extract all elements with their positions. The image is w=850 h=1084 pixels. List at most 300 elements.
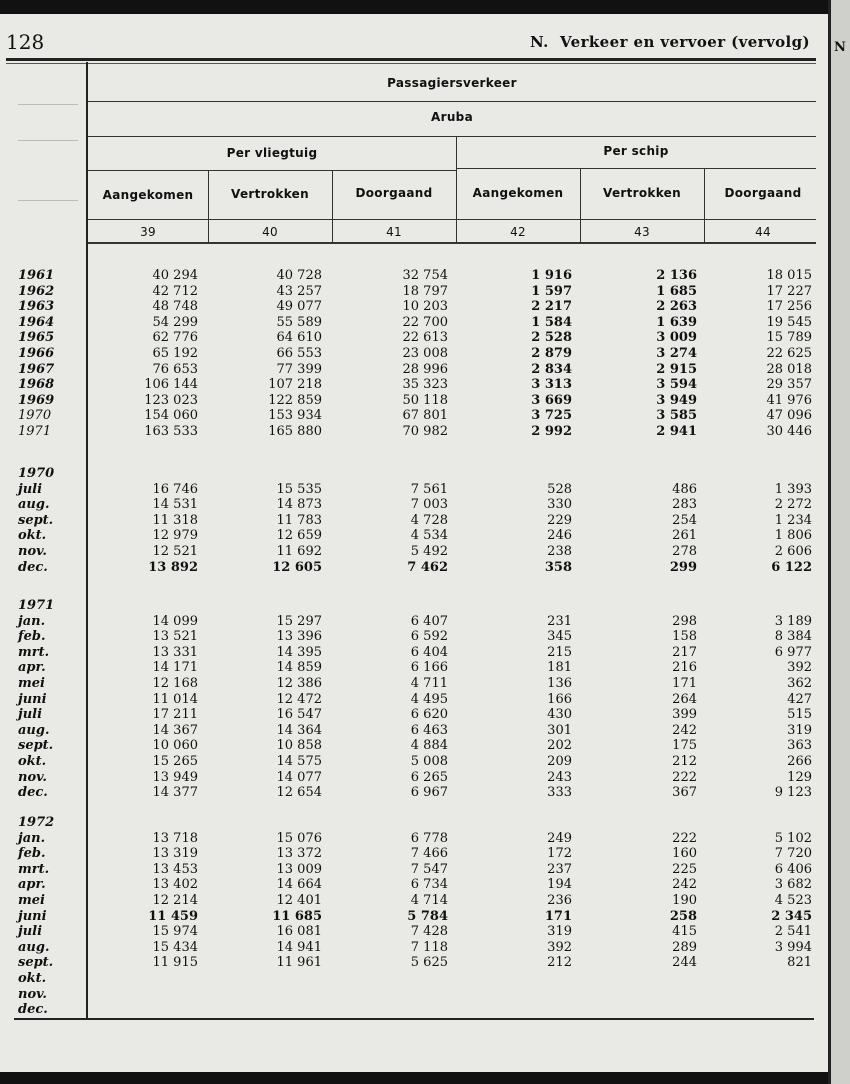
table-cell: 29 357 (766, 377, 812, 393)
table-cell: 12 979 (152, 528, 198, 544)
row-label: mei (18, 676, 45, 691)
table-cell: 1 393 (774, 481, 812, 497)
table-cell: 19 545 (766, 314, 812, 330)
table-cell: 165 880 (268, 424, 322, 439)
table-cell: 172 (547, 846, 572, 862)
table-cell: 258 (669, 908, 697, 924)
row-label: dec. (18, 1002, 48, 1018)
table-cell: 11 459 (148, 908, 198, 924)
row-label: aug. (18, 939, 50, 955)
table-cell: 14 364 (276, 722, 322, 738)
column-header: Vertrokken (603, 186, 681, 200)
table-cell: 14 367 (152, 722, 198, 738)
table-cell: 7 561 (410, 481, 448, 497)
table-cell: 12 214 (152, 893, 198, 908)
table-cell: 3 682 (774, 877, 812, 893)
table-cell: 15 535 (276, 481, 322, 497)
table-cell: 3 009 (656, 330, 697, 346)
table-cell: 2 541 (774, 924, 812, 940)
table-cell: 158 (672, 629, 697, 645)
table-cell: 16 081 (276, 924, 322, 940)
table-cell: 266 (787, 754, 812, 769)
table-cell: 12 654 (276, 785, 322, 801)
table-cell: 225 (672, 861, 697, 877)
table-cell: 171 (544, 908, 572, 924)
table-cell: 212 (547, 955, 572, 971)
table-cell: 49 077 (276, 299, 322, 315)
table-cell: 13 521 (152, 629, 198, 645)
row-label: sept. (18, 512, 54, 528)
table-cell: 2 834 (531, 361, 572, 377)
row-label: okt. (18, 754, 47, 769)
running-head (530, 33, 810, 51)
table-cell: 6 977 (774, 644, 812, 660)
table-cell: 236 (547, 893, 572, 908)
table-cell: 3 949 (656, 392, 697, 408)
table-cell: 13 892 (148, 559, 198, 575)
table-cell: 231 (547, 613, 572, 629)
table-cell: 166 (547, 691, 572, 707)
table-cell: 41 976 (766, 392, 812, 408)
table-cell: 2 992 (531, 424, 572, 439)
table-cell: 330 (547, 497, 572, 513)
row-label: 1963 (18, 299, 55, 315)
table-cell: 23 008 (402, 346, 448, 361)
table-cell: 154 060 (144, 408, 198, 424)
row-label: juli (18, 924, 43, 940)
table-cell: 11 014 (152, 691, 198, 707)
table-cell: 11 692 (276, 544, 322, 559)
row-label: feb. (18, 629, 46, 645)
table-cell: 7 428 (410, 924, 448, 940)
stub-rule (18, 140, 78, 141)
table-cell: 6 122 (771, 559, 812, 575)
table-cell: 301 (547, 722, 572, 738)
table-cell: 15 076 (276, 830, 322, 846)
table-cell: 528 (547, 481, 572, 497)
table-cell: 1 234 (774, 512, 812, 528)
header-rule (88, 170, 456, 171)
table-cell: 7 462 (407, 559, 448, 575)
table-cell: 175 (672, 738, 697, 754)
row-label: nov. (18, 769, 47, 785)
row-label: 1968 (18, 377, 55, 393)
table-cell: 5 784 (407, 908, 448, 924)
table-cell: 6 734 (410, 877, 448, 893)
table-cell: 229 (547, 512, 572, 528)
table-cell: 5 008 (410, 754, 448, 769)
table-cell: 12 386 (276, 676, 322, 691)
table-cell: 11 783 (276, 512, 322, 528)
row-label: 1966 (18, 346, 55, 361)
table-cell: 13 402 (152, 877, 198, 893)
table-cell: 14 664 (276, 877, 322, 893)
row-label: nov. (18, 986, 47, 1002)
row-label: feb. (18, 846, 46, 862)
table-cell: 6 620 (410, 707, 448, 723)
table-cell: 6 406 (774, 861, 812, 877)
table-cell: 3 725 (531, 408, 572, 424)
table-cell: 362 (787, 676, 812, 691)
table-cell: 13 319 (152, 846, 198, 862)
table-cell: 367 (672, 785, 697, 801)
table-cell: 283 (672, 497, 697, 513)
stub-rule (18, 104, 78, 105)
running-head-section: N. (529, 33, 549, 51)
table-cell: 13 372 (276, 846, 322, 862)
table-cell: 15 265 (152, 754, 198, 769)
table-cell: 3 994 (774, 939, 812, 955)
table-cell: 2 915 (656, 361, 697, 377)
running-head-title: Verkeer en vervoer (559, 33, 726, 51)
table-cell: 12 605 (272, 559, 322, 575)
table-cell: 14 531 (152, 497, 198, 513)
table-cell: 12 472 (276, 691, 322, 707)
scan-top-border (0, 0, 850, 14)
column-header: Vertrokken (231, 187, 309, 201)
top-rule-thin (6, 63, 816, 64)
table-cell: 217 (672, 644, 697, 660)
table-cell: 28 018 (766, 361, 812, 377)
table-cell: 1 685 (656, 283, 697, 299)
table-cell: 363 (787, 738, 812, 754)
table-cell: 6 404 (410, 644, 448, 660)
table-cell: 48 748 (152, 299, 198, 315)
table-cell: 12 659 (276, 528, 322, 544)
table-cell: 345 (547, 629, 572, 645)
row-label: aug. (18, 497, 50, 513)
table-cell: 30 446 (766, 424, 812, 439)
table-cell: 43 257 (276, 283, 322, 299)
table-cell: 261 (672, 528, 697, 544)
table-cell: 13 396 (276, 629, 322, 645)
table-cell: 392 (787, 660, 812, 676)
table-cell: 2 136 (656, 268, 697, 283)
table-cell: 14 575 (276, 754, 322, 769)
table-cell: 70 982 (402, 424, 448, 439)
row-label: dec. (18, 785, 48, 801)
table-cell: 11 915 (152, 955, 198, 971)
row-label: aug. (18, 722, 50, 738)
row-label: apr. (18, 877, 46, 893)
row-label: okt. (18, 971, 47, 986)
table-cell: 6 592 (410, 629, 448, 645)
header-rule (456, 168, 816, 169)
block-year-heading: 1971 (18, 598, 55, 613)
table-cell: 16 746 (152, 481, 198, 497)
table-cell: 14 077 (276, 769, 322, 785)
page-number: 128 (6, 30, 45, 54)
table-cell: 18 015 (766, 268, 812, 283)
table-cell: 222 (672, 830, 697, 846)
table-cell: 22 625 (766, 346, 812, 361)
table-cell: 181 (547, 660, 572, 676)
table-cell: 3 669 (531, 392, 572, 408)
table-cell: 122 859 (268, 392, 322, 408)
table-cell: 66 553 (276, 346, 322, 361)
column-number: 42 (510, 225, 526, 239)
column-number: 43 (634, 225, 650, 239)
table-cell: 77 399 (276, 361, 322, 377)
header-region: Aruba (431, 110, 473, 124)
table-cell: 2 941 (656, 424, 697, 439)
table-cell: 14 395 (276, 644, 322, 660)
row-label: apr. (18, 660, 46, 676)
table-cell: 5 492 (410, 544, 448, 559)
table-cell: 11 961 (276, 955, 322, 971)
table-cell: 12 168 (152, 676, 198, 691)
table-cell: 10 060 (152, 738, 198, 754)
table-cell: 18 797 (402, 283, 448, 299)
table-cell: 319 (787, 722, 812, 738)
column-header: Aangekomen (102, 188, 194, 202)
table-cell: 246 (547, 528, 572, 544)
table-cell: 319 (547, 924, 572, 940)
table-cell: 22 700 (402, 314, 448, 330)
table-cell: 278 (672, 544, 697, 559)
table-cell: 190 (672, 893, 697, 908)
table-cell: 15 974 (152, 924, 198, 940)
table-cell: 136 (547, 676, 572, 691)
table-cell: 249 (547, 830, 572, 846)
table-cell: 5 625 (410, 955, 448, 971)
table-cell: 264 (672, 691, 697, 707)
table-cell: 16 547 (276, 707, 322, 723)
table-cell: 11 318 (152, 512, 198, 528)
block-year-heading: 1972 (18, 815, 55, 830)
table-cell: 4 714 (410, 893, 448, 908)
table-cell: 17 256 (766, 299, 812, 315)
table-cell: 17 227 (766, 283, 812, 299)
table-cell: 3 594 (656, 377, 697, 393)
table-cell: 123 023 (144, 392, 198, 408)
row-label: mrt. (18, 644, 50, 660)
table-cell: 171 (672, 676, 697, 691)
table-cell: 50 118 (402, 392, 448, 408)
table-cell: 129 (787, 769, 812, 785)
table-cell: 392 (547, 939, 572, 955)
table-cell: 7 720 (774, 846, 812, 862)
table-cell: 333 (547, 785, 572, 801)
row-label: sept. (18, 955, 54, 971)
table-cell: 7 547 (410, 861, 448, 877)
table-cell: 47 096 (766, 408, 812, 424)
table-cell: 14 941 (276, 939, 322, 955)
column-header: Aangekomen (472, 186, 564, 200)
table-cell: 4 523 (774, 893, 812, 908)
table-cell: 4 534 (410, 528, 448, 544)
table-cell: 6 166 (410, 660, 448, 676)
table-cell: 40 728 (276, 268, 322, 283)
table-cell: 14 859 (276, 660, 322, 676)
row-label: sept. (18, 738, 54, 754)
column-number: 39 (140, 225, 156, 239)
header-group-ship: Per schip (603, 144, 669, 158)
table-cell: 11 685 (272, 908, 322, 924)
row-label: juni (18, 691, 47, 707)
header-rule (88, 136, 816, 137)
table-cell: 2 263 (656, 299, 697, 315)
table-cell: 399 (672, 707, 697, 723)
table-cell: 242 (672, 722, 697, 738)
table-cell: 40 294 (152, 268, 198, 283)
table-cell: 215 (547, 644, 572, 660)
bottom-rule (14, 1018, 814, 1020)
table-cell: 1 916 (531, 268, 572, 283)
row-label: mrt. (18, 861, 50, 877)
table-cell: 32 754 (402, 268, 448, 283)
table-cell: 3 189 (774, 613, 812, 629)
next-page-edge (828, 0, 850, 1084)
table-cell: 14 873 (276, 497, 322, 513)
table-cell: 430 (547, 707, 572, 723)
table-cell: 4 495 (410, 691, 448, 707)
table-cell: 67 801 (402, 408, 448, 424)
table-cell: 3 585 (656, 408, 697, 424)
table-cell: 14 377 (152, 785, 198, 801)
table-cell: 1 806 (774, 528, 812, 544)
stub-rule (18, 200, 78, 201)
row-label: okt. (18, 528, 47, 544)
table-cell: 212 (672, 754, 697, 769)
next-page-fragment: N (834, 40, 846, 55)
table-cell: 6 265 (410, 769, 448, 785)
table-cell: 65 192 (152, 346, 198, 361)
table-cell: 209 (547, 754, 572, 769)
table-cell: 9 123 (774, 785, 812, 801)
header-rule (88, 101, 816, 102)
row-label: 1962 (18, 283, 55, 299)
table-cell: 13 009 (276, 861, 322, 877)
table-cell: 14 171 (152, 660, 198, 676)
table-cell: 202 (547, 738, 572, 754)
table-cell: 13 949 (152, 769, 198, 785)
table-cell: 8 384 (774, 629, 812, 645)
row-label: 1964 (18, 314, 55, 330)
header-rule (88, 219, 816, 220)
row-label: 1965 (18, 330, 55, 346)
table-cell: 242 (672, 877, 697, 893)
block-year-heading: 1970 (18, 466, 55, 481)
table-cell: 15 789 (766, 330, 812, 346)
table-cell: 289 (672, 939, 697, 955)
table-cell: 216 (672, 660, 697, 676)
header-group-air: Per vliegtuig (226, 146, 318, 160)
table-cell: 4 728 (410, 512, 448, 528)
column-number: 40 (262, 225, 278, 239)
table-cell: 2 606 (774, 544, 812, 559)
table-cell: 6 967 (410, 785, 448, 801)
row-label: mei (18, 893, 45, 908)
row-label: nov. (18, 544, 47, 559)
table-cell: 486 (672, 481, 697, 497)
table-cell: 28 996 (402, 361, 448, 377)
row-label: 1961 (18, 268, 55, 283)
table-cell: 2 217 (531, 299, 572, 315)
table-cell: 299 (669, 559, 697, 575)
column-header: Doorgaand (355, 186, 433, 200)
table-cell: 515 (787, 707, 812, 723)
table-cell: 244 (672, 955, 697, 971)
table-cell: 4 711 (410, 676, 448, 691)
top-rule (6, 58, 816, 61)
table-cell: 12 521 (152, 544, 198, 559)
table-cell: 415 (672, 924, 697, 940)
table-cell: 15 434 (152, 939, 198, 955)
row-label: juli (18, 707, 43, 723)
table-cell: 1 584 (531, 314, 572, 330)
table-cell: 3 313 (531, 377, 572, 393)
table-cell: 4 884 (410, 738, 448, 754)
table-cell: 7 466 (410, 846, 448, 862)
table-cell: 2 879 (531, 346, 572, 361)
table-cell: 194 (547, 877, 572, 893)
table-cell: 7 118 (410, 939, 448, 955)
table-cell: 243 (547, 769, 572, 785)
table-cell: 222 (672, 769, 697, 785)
table-cell: 22 613 (402, 330, 448, 346)
row-label: juni (18, 908, 47, 924)
table-cell: 62 776 (152, 330, 198, 346)
header-bottom-rule (88, 242, 816, 244)
table-cell: 10 203 (402, 299, 448, 315)
table-cell: 54 299 (152, 314, 198, 330)
table-cell: 7 003 (410, 497, 448, 513)
table-cell: 35 323 (402, 377, 448, 393)
table-cell: 1 597 (531, 283, 572, 299)
table-cell: 42 712 (152, 283, 198, 299)
table-cell: 821 (787, 955, 812, 971)
table-cell: 153 934 (268, 408, 322, 424)
table-cell: 1 639 (656, 314, 697, 330)
running-head-suffix: (vervolg) (731, 33, 810, 51)
column-number: 44 (755, 225, 771, 239)
row-label: 1971 (18, 424, 52, 439)
table-cell: 2 528 (531, 330, 572, 346)
table-cell: 64 610 (276, 330, 322, 346)
table-cell: 2 345 (771, 908, 812, 924)
table-cell: 76 653 (152, 361, 198, 377)
table-cell: 3 274 (656, 346, 697, 361)
row-label: 1969 (18, 392, 55, 408)
column-header: Doorgaand (724, 186, 802, 200)
table-cell: 10 858 (276, 738, 322, 754)
table-cell: 238 (547, 544, 572, 559)
row-label: 1970 (18, 408, 52, 424)
table-cell: 106 144 (144, 377, 198, 393)
table-cell: 14 099 (152, 613, 198, 629)
row-label: jan. (18, 613, 46, 629)
row-label: dec. (18, 559, 48, 575)
table-cell: 107 218 (268, 377, 322, 393)
table-cell: 55 589 (276, 314, 322, 330)
table-cell: 427 (787, 691, 812, 707)
table-cell: 237 (547, 861, 572, 877)
table-cell: 254 (672, 512, 697, 528)
table-cell: 6 778 (410, 830, 448, 846)
table-cell: 15 297 (276, 613, 322, 629)
table-cell: 13 453 (152, 861, 198, 877)
table-cell: 298 (672, 613, 697, 629)
table-cell: 6 463 (410, 722, 448, 738)
row-label: juli (18, 481, 43, 497)
table-cell: 160 (672, 846, 697, 862)
table-cell: 163 533 (144, 424, 198, 439)
table-cell: 5 102 (774, 830, 812, 846)
row-label: jan. (18, 830, 46, 846)
header-top: Passagiersverkeer (387, 76, 517, 90)
table-cell: 2 272 (774, 497, 812, 513)
